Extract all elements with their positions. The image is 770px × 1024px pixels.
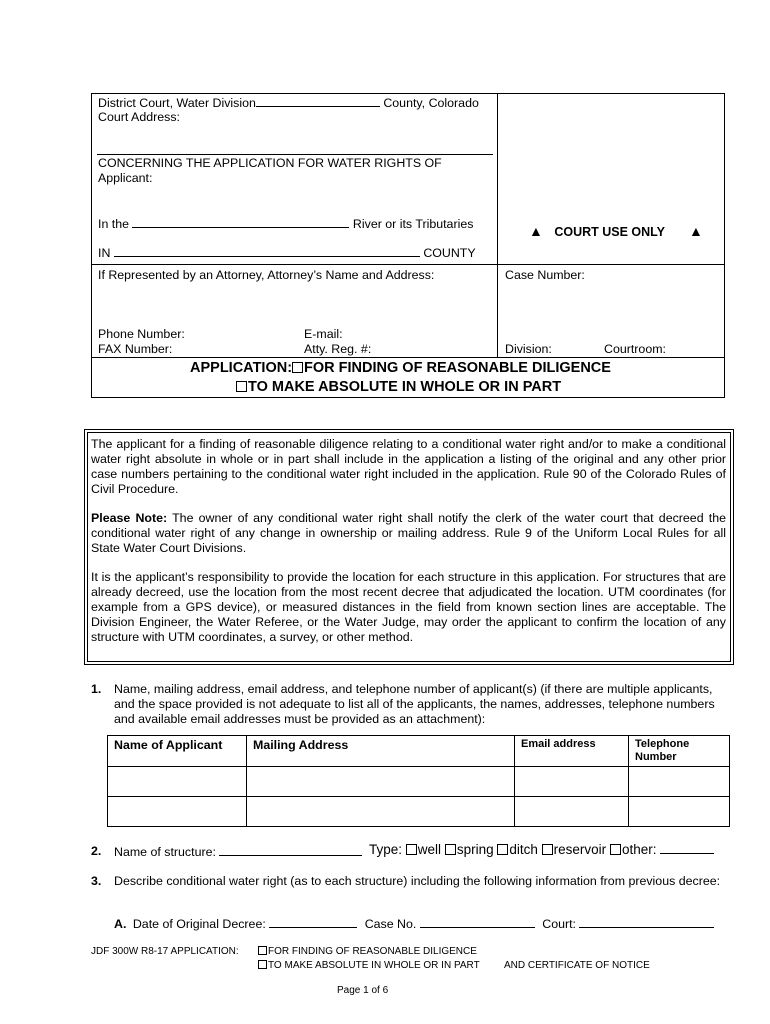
caption-title-line [91,357,725,358]
application-title-line2: TO MAKE ABSOLUTE IN WHOLE OR IN PART [236,379,561,395]
item2-number: 2. [91,844,102,858]
type-other-checkbox[interactable] [610,844,621,855]
river-field[interactable] [132,216,349,228]
footer-option1: FOR FINDING OF REASONABLE DILIGENCE [258,946,477,957]
court-use-only: ▲ COURT USE ONLY ▲ [529,223,703,239]
page-number: Page 1 of 6 [337,985,389,996]
table-row [108,797,730,827]
diligence-checkbox[interactable] [292,362,303,373]
county-field[interactable] [114,245,420,257]
footer-option2: TO MAKE ABSOLUTE IN WHOLE OR IN PART [258,960,480,971]
item3-number: 3. [91,874,102,888]
type-ditch-checkbox[interactable] [497,844,508,855]
up-triangle-icon: ▲ [689,223,703,239]
email-label: E-mail: [304,327,343,341]
email-cell[interactable] [515,767,629,797]
type-reservoir-checkbox[interactable] [542,844,553,855]
attorney-label: If Represented by an Attorney, Attorney’s Name and Address: [98,268,435,282]
notice-paragraph-2: Please Note: The owner of any conditional water right shall notify the clerk of the water court that decreed the conditional water right of any change in ownership or mailing address. Rule 9 of the Uniform Local Rules for all State Water Court Divisions. [91,511,727,555]
case-number-label: Case Number: [505,268,585,282]
caption-divider [497,93,498,358]
applicant-name-cell[interactable] [108,797,247,827]
telephone-cell[interactable] [629,797,730,827]
applicant-name-cell[interactable] [108,767,247,797]
structure-name-field[interactable] [219,844,362,856]
caption-row-line [91,264,725,265]
footer-checkbox [258,960,267,969]
river-line: In the River or its Tributaries [98,217,474,231]
applicant-label: Applicant: [98,171,153,185]
item3-text: Describe conditional water right (as to each structure) including the following information from previous decree: [114,874,721,888]
division-label: Division: [505,342,552,356]
mailing-address-cell[interactable] [247,797,515,827]
concerning-label: CONCERNING THE APPLICATION FOR WATER RIGHTS OF [98,156,442,170]
footer-checkbox [258,946,267,955]
item1-number: 1. [91,682,102,696]
item1-text: Name, mailing address, email address, and telephone number of applicant(s) (if there are multiple applicants, and the space provided is not adequate to list all of the applicants, the names, addresses, telephone numbers and available email addresses must be provided as an attachment): [114,682,715,726]
up-triangle-icon: ▲ [529,223,543,239]
structure-line: Name of structure: [114,844,362,860]
type-spring-checkbox[interactable] [445,844,456,855]
original-decree-date-field[interactable] [269,916,357,928]
court-address-label: Court Address: [98,110,180,124]
notice-paragraph-3: It is the applicant’s responsibility to provide the location for each structure in this application. For structures that are already decreed, use the location from the most recent decree that adjudicated the location. UTM coordinates (for example from a GPS device), or measured distances in the field from known section lines are acceptable. The Division Engineer, the Water Referee, or the Water Judge, may order the applicant to confirm the location of any structure with UTM coordinates, a survey, or other method. [91,570,726,644]
court-field[interactable] [579,916,714,928]
fax-label: FAX Number: [98,342,173,356]
header-mailing: Mailing Address [247,736,515,767]
absolute-checkbox[interactable] [236,381,247,392]
county-line: IN COUNTY [98,246,476,260]
other-type-field[interactable] [660,842,714,854]
table-header-row [108,736,730,767]
water-division-field[interactable] [256,95,380,107]
concerning-rule [97,154,493,155]
table-row [108,767,730,797]
header-telephone: Telephone Number [629,736,730,767]
phone-label: Phone Number: [98,327,185,341]
header-name: Name of Applicant [108,736,247,767]
email-cell[interactable] [515,797,629,827]
header-email: Email address [515,736,629,767]
atty-reg-label: Atty. Reg. #: [304,342,372,356]
footer-certificate: AND CERTIFICATE OF NOTICE [504,960,650,971]
item3a-line: A. Date of Original Decree: Case No. Court: [114,916,714,932]
application-title-line1: APPLICATION: FOR FINDING OF REASONABLE DILIGENCE [190,360,611,376]
mailing-address-cell[interactable] [247,767,515,797]
case-number-field[interactable] [420,916,535,928]
notice-paragraph-1: The applicant for a finding of reasonable diligence relating to a conditional water right and/or to make a conditional water right absolute in whole or in part shall include in the application a listing of the original and any other prior case numbers pertaining to the conditional water right included in the application. Rule 90 of the Colorado Rules of Civil Procedure. [91,437,726,496]
applicant-table [107,735,730,827]
structure-type-line: Type: well spring ditch reservoir other: [369,842,714,857]
courtroom-label: Courtroom: [604,342,666,356]
type-well-checkbox[interactable] [406,844,417,855]
court-line: District Court, Water Division County, Colorado [98,96,479,110]
footer-form-id: JDF 300W R8-17 APPLICATION: [91,946,239,957]
telephone-cell[interactable] [629,767,730,797]
notice-text [91,437,726,659]
